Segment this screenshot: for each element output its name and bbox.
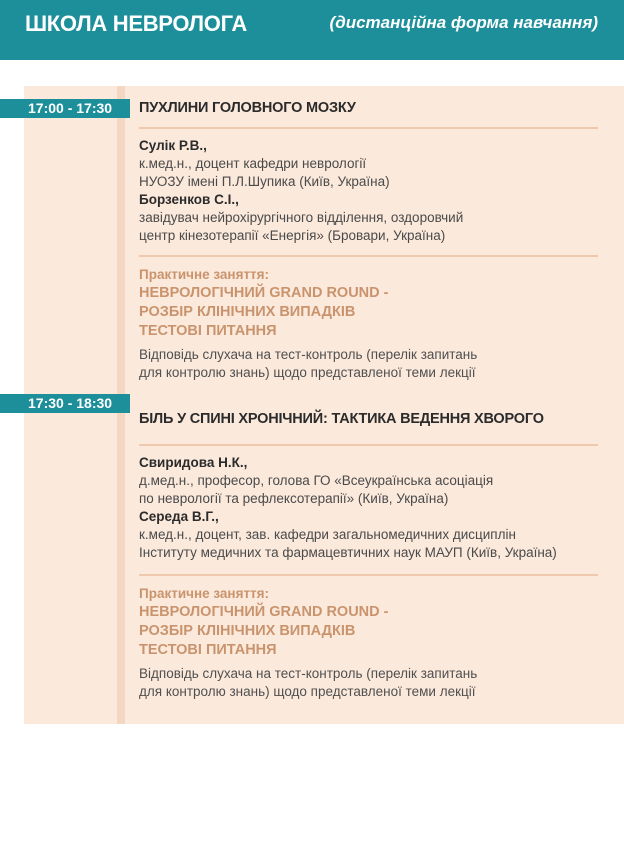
speaker-affiliation: Інституту медичних та фармацевтичних наук МАУП (Київ, Україна) — [139, 545, 557, 560]
separator — [139, 574, 598, 576]
header-banner — [0, 0, 624, 60]
page-subtitle: (дистанційна форма навчання) — [329, 13, 598, 32]
practice-title-line: ТЕСТОВІ ПИТАННЯ — [139, 323, 277, 339]
speaker-position: к.мед.н., доцент, зав. кафедри загальномедичних дисциплін — [139, 527, 516, 542]
practice-label: Практичне заняття: — [139, 267, 270, 282]
practice-description: для контролю знань) щодо представленої теми лекції — [139, 365, 476, 380]
speakers-block — [139, 137, 614, 245]
separator — [139, 127, 598, 129]
separator — [139, 444, 598, 446]
speaker-affiliation: по неврології та рефлексотерапії» (Київ, Україна) — [139, 491, 449, 506]
separator — [139, 255, 598, 257]
practice-block — [139, 266, 614, 382]
practice-title-line: НЕВРОЛОГІЧНИЙ GRAND ROUND - — [139, 604, 389, 620]
speaker-name: Середа В.Г., — [139, 509, 219, 524]
practice-title-line: НЕВРОЛОГІЧНИЙ GRAND ROUND - — [139, 285, 389, 301]
practice-description: для контролю знань) щодо представленої теми лекції — [139, 684, 476, 699]
session-time-badge: 17:30 - 18:30 — [0, 394, 130, 413]
speaker-affiliation: центр кінезотерапії «Енергія» (Бровари, Україна) — [139, 228, 446, 243]
session-topic: ПУХЛИНИ ГОЛОВНОГО МОЗКУ — [139, 100, 356, 116]
session-time-badge: 17:00 - 17:30 — [0, 99, 130, 118]
speaker-position: завідувач нейрохірургічного відділення, оздоровчий — [139, 210, 464, 225]
speaker-name: Сулік Р.В., — [139, 138, 207, 153]
practice-title-line: РОЗБІР КЛІНІЧНИХ ВИПАДКІВ — [139, 304, 356, 320]
speaker-position: к.мед.н., доцент кафедри неврології — [139, 156, 367, 171]
speaker-affiliation: НУОЗУ імені П.Л.Шупика (Київ, Україна) — [139, 174, 390, 189]
speakers-block — [139, 454, 614, 562]
speaker-name: Борзенков С.І., — [139, 192, 239, 207]
practice-title-line: РОЗБІР КЛІНІЧНИХ ВИПАДКІВ — [139, 623, 356, 639]
practice-title-line: ТЕСТОВІ ПИТАННЯ — [139, 642, 277, 658]
speaker-position: д.мед.н., професор, голова ГО «Всеукраїнська асоціація — [139, 473, 494, 488]
speaker-name: Свиридова Н.К., — [139, 455, 248, 470]
practice-description: Відповідь слухача на тест-контроль (перелік запитань — [139, 347, 478, 362]
practice-block — [139, 585, 614, 701]
page-title: ШКОЛА НЕВРОЛОГА — [25, 11, 247, 36]
practice-label: Практичне заняття: — [139, 586, 270, 601]
session-topic: БІЛЬ У СПИНІ ХРОНІЧНИЙ: ТАКТИКА ВЕДЕННЯ ХВОРОГО — [139, 411, 544, 427]
practice-description: Відповідь слухача на тест-контроль (перелік запитань — [139, 666, 478, 681]
